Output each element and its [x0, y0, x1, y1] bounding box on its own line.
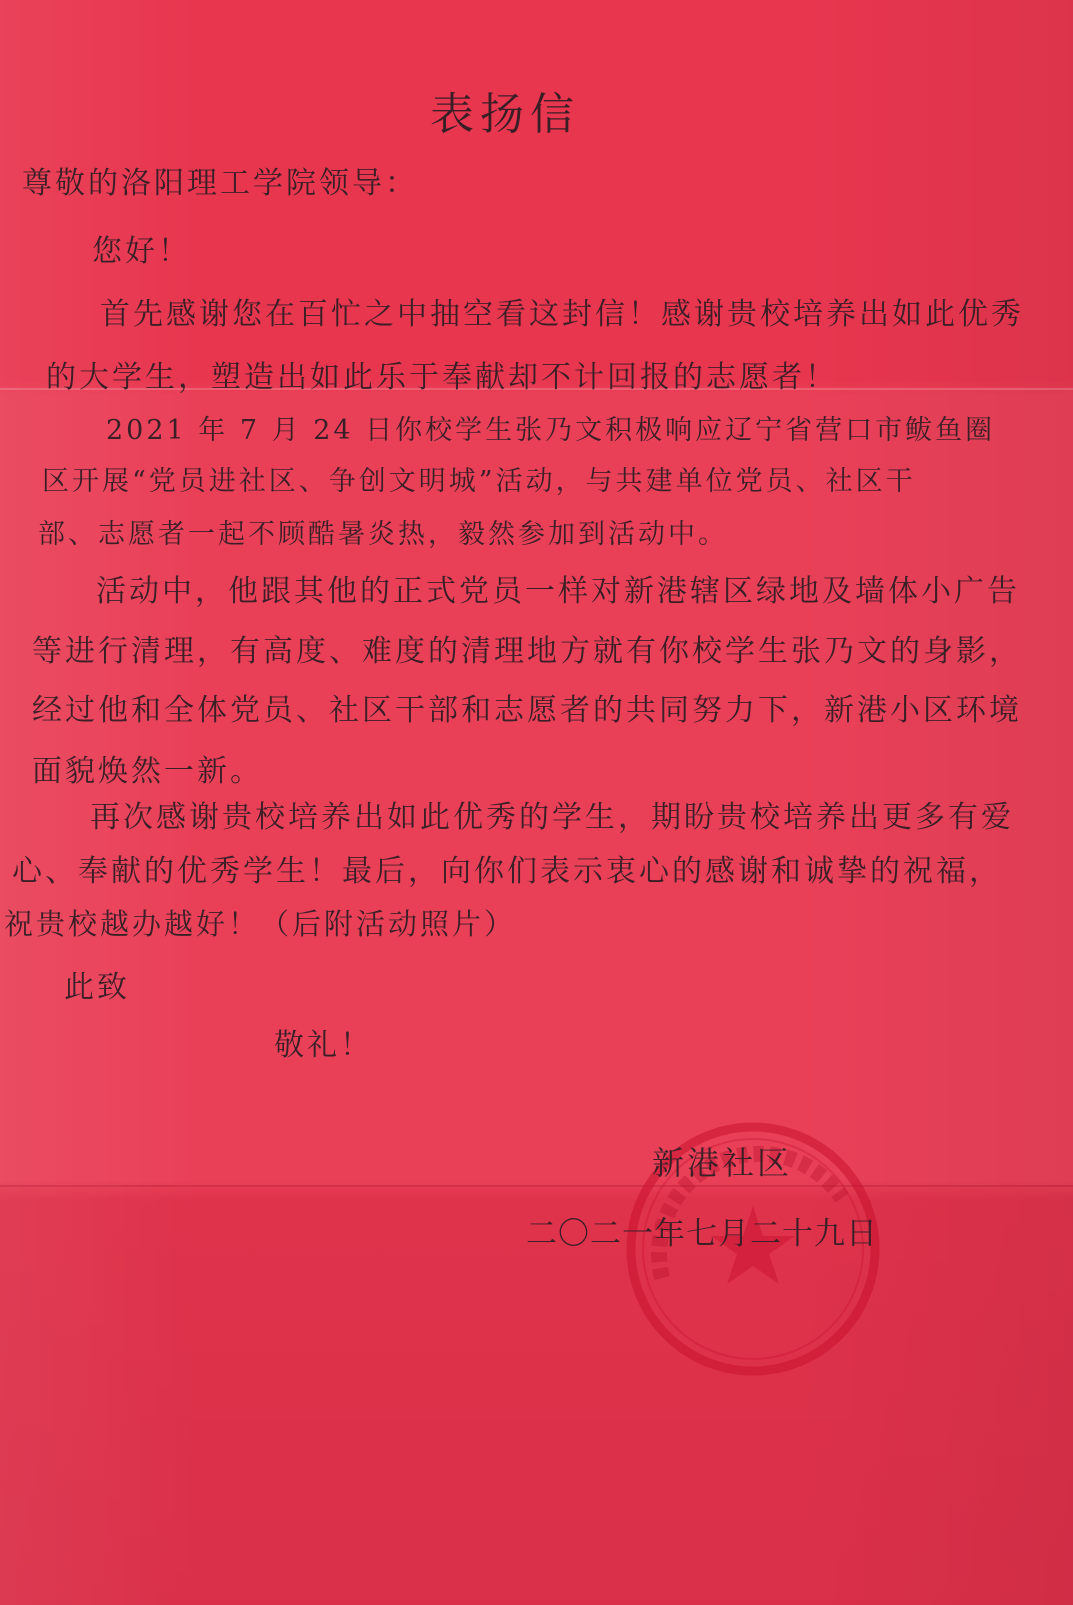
body-line: 再次感谢贵校培养出如此优秀的学生，期盼贵校培养出更多有爱 [90, 800, 1014, 835]
body-line: 首先感谢您在百忙之中抽空看这封信！感谢贵校培养出如此优秀 [100, 297, 1024, 332]
letter-date: 二〇二一年七月二十九日 [526, 1216, 878, 1252]
body-line: 等进行清理，有高度、难度的清理地方就有你校学生张乃文的身影， [32, 634, 1022, 669]
body-line: 祝贵校越办越好！（后附活动照片） [4, 907, 517, 941]
greeting: 您好！ [92, 234, 191, 269]
body-line: 区开展“党员进社区、争创文明城”活动，与共建单位党员、社区干 [42, 466, 916, 497]
paper-fold-line [0, 1185, 1073, 1187]
body-line: 的大学生，塑造出如此乐于奉献却不计回报的志愿者！ [46, 360, 838, 395]
salutation: 尊敬的洛阳理工学院领导： [22, 166, 418, 201]
closing-jing-li: 敬礼！ [274, 1028, 373, 1063]
body-line: 活动中，他跟其他的正式党员一样对新港辖区绿地及墙体小广告 [96, 574, 1020, 609]
body-line: 经过他和全体党员、社区干部和志愿者的共同努力下，新港小区环境 [32, 693, 1022, 728]
body-line: 2021 年 7 月 24 日你校学生张乃文积极响应辽宁省营口市鲅鱼圈 [106, 415, 996, 446]
letter-title: 表扬信 [430, 89, 580, 140]
signature-community: 新港社区 [652, 1144, 793, 1182]
body-line: 心、奉献的优秀学生！最后，向你们表示衷心的感谢和诚挚的祝福， [12, 854, 1002, 889]
body-line: 面貌焕然一新。 [32, 754, 263, 789]
closing-ci-zhi: 此致 [64, 970, 130, 1005]
body-line: 部、志愿者一起不顾酷暑炎热，毅然参加到活动中。 [38, 519, 728, 550]
